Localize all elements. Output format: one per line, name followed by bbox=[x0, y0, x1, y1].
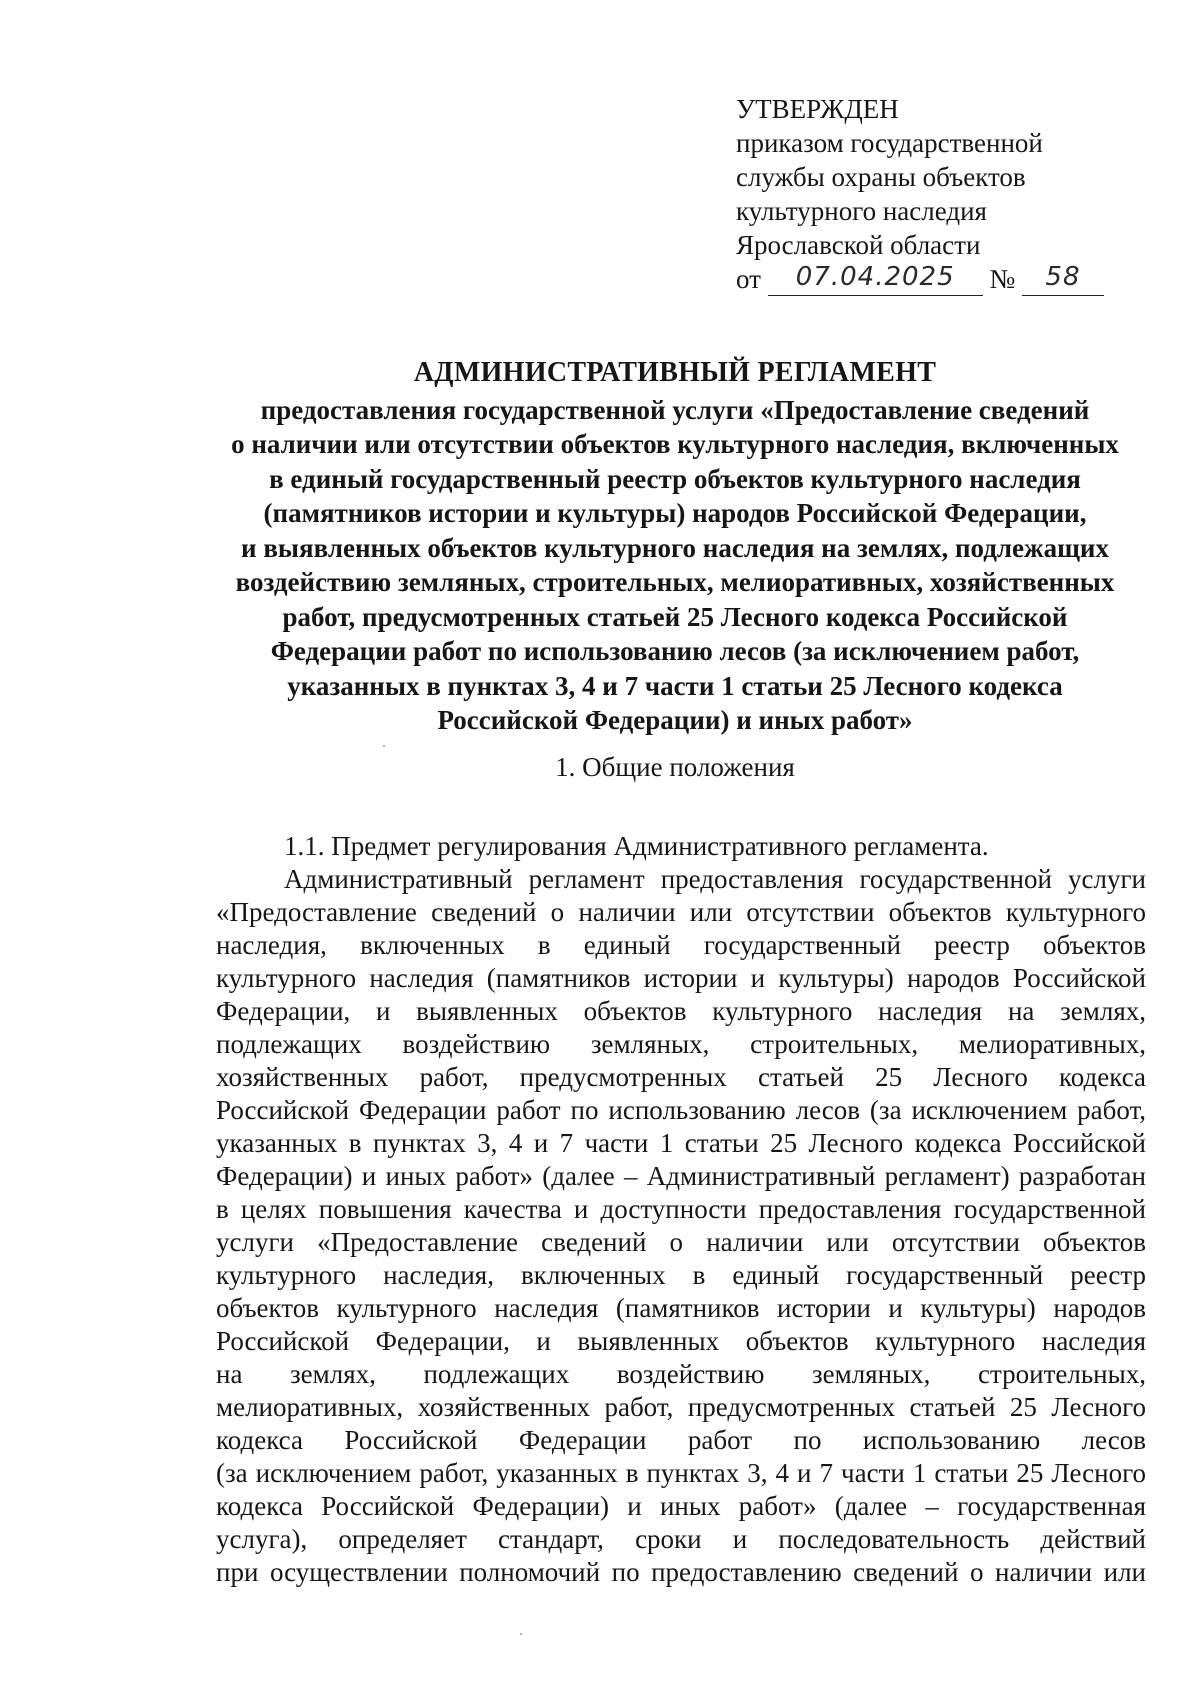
paragraph-line: культурного наследия, включенных в единый государственный реестр bbox=[216, 1260, 1146, 1290]
paragraph-line: 1.1. Предмет регулирования Административного регламента. bbox=[284, 831, 989, 861]
paragraph-line: Российской Федерации, и выявленных объектов культурного наследия bbox=[216, 1326, 1146, 1356]
title-subline: (памятников истории и культуры) народов Российской Федерации, bbox=[263, 498, 1087, 528]
approval-date-line bbox=[736, 262, 1136, 296]
title-subline: Федерации работ по использованию лесов (за исключением работ, bbox=[270, 636, 1080, 666]
title-subline: работ, предусмотренных статьей 25 Лесного кодекса Российской bbox=[282, 601, 1068, 632]
title-subline: Российской Федерации) и иных работ» bbox=[437, 705, 913, 735]
paragraph-line: хозяйственных работ, предусмотренных статьей 25 Лесного кодекса bbox=[216, 1062, 1146, 1092]
approval-line: службы охраны объектов bbox=[736, 162, 1026, 192]
paragraph-line: наследия, включенных в единый государственный реестр объектов bbox=[216, 930, 1146, 960]
paragraph-line: (за исключением работ, указанных в пунктах 3, 4 и 7 части 1 статьи 25 Лесного bbox=[216, 1458, 1146, 1488]
approval-line: Ярославской области bbox=[736, 230, 981, 260]
paragraph-line: кодекса Российской Федерации) и иных работ» (далее – государственная bbox=[216, 1491, 1146, 1521]
paragraph-line: на землях, подлежащих воздействию земляных, строительных, bbox=[216, 1359, 1146, 1389]
paragraph-line: подлежащих воздействию земляных, строительных, мелиоративных, bbox=[216, 1029, 1146, 1059]
handwritten-number: 58 bbox=[1045, 262, 1081, 292]
handwritten-date: 07.04.2025 bbox=[795, 262, 955, 292]
paragraph-line: при осуществлении полномочий по предоставлению сведений о наличии или bbox=[216, 1557, 1146, 1587]
section-heading: 1. Общие положения bbox=[555, 752, 795, 782]
approval-status: УТВЕРЖДЕН bbox=[736, 94, 899, 124]
paragraph-line: «Предоставление сведений о наличии или отсутствии объектов культурного bbox=[216, 897, 1146, 927]
approval-line: приказом государственной bbox=[736, 128, 1043, 158]
approval-line: культурного наследия bbox=[736, 196, 987, 226]
paragraph-line: культурного наследия (памятников истории и культуры) народов Российской bbox=[216, 963, 1146, 993]
paragraph-line: Административный регламент предоставления государственной услуги bbox=[284, 864, 1146, 894]
paragraph-line: мелиоративных, хозяйственных работ, предусмотренных статьей 25 Лесного bbox=[216, 1392, 1146, 1422]
title-subline: о наличии или отсутствии объектов культурного наследия, включенных bbox=[231, 429, 1119, 459]
paragraph-line: Федерации, и выявленных объектов культурного наследия на землях, bbox=[216, 996, 1146, 1026]
number-field bbox=[1022, 262, 1104, 296]
approval-stamp-block bbox=[736, 92, 1136, 296]
scan-speck bbox=[383, 745, 385, 747]
body-paragraphs bbox=[216, 830, 1146, 1589]
paragraph-line: кодекса Российской Федерации работ по использованию лесов bbox=[216, 1425, 1146, 1455]
number-prefix: № bbox=[989, 264, 1016, 294]
paragraph-line: в целях повышения качества и доступности предоставления государственной bbox=[216, 1194, 1146, 1224]
document-title: АДМИНИСТРАТИВНЫЙ РЕГЛАМЕНТ bbox=[413, 357, 937, 388]
paragraph-line: Федерации) и иных работ» (далее – Административный регламент) разработан bbox=[216, 1161, 1146, 1191]
title-subline: указанных в пунктах 3, 4 и 7 части 1 статьи 25 Лесного кодекса bbox=[287, 670, 1063, 701]
paragraph-line: Российской Федерации работ по использованию лесов (за исключением работ, bbox=[216, 1095, 1146, 1125]
paragraph-line: услуга), определяет стандарт, сроки и последовательность действий bbox=[216, 1524, 1146, 1554]
paragraph-line: услуги «Предоставление сведений о наличии или отсутствии объектов bbox=[216, 1227, 1146, 1257]
paragraph-line: указанных в пунктах 3, 4 и 7 части 1 статьи 25 Лесного кодекса Российской bbox=[216, 1128, 1146, 1158]
title-subline: предоставления государственной услуги «Предоставление сведений bbox=[260, 394, 1090, 425]
paragraph-line: объектов культурного наследия (памятников истории и культуры) народов bbox=[216, 1293, 1146, 1323]
date-field bbox=[768, 262, 983, 296]
document-title-block bbox=[150, 356, 1200, 738]
title-subline: воздействию земляных, строительных, мелиоративных, хозяйственных bbox=[235, 567, 1115, 597]
title-subline: в единый государственный реестр объектов культурного наследия bbox=[269, 463, 1081, 494]
title-subline: и выявленных объектов культурного наследия на землях, подлежащих bbox=[241, 532, 1109, 563]
scan-speck bbox=[520, 1633, 522, 1635]
date-prefix: от bbox=[736, 264, 761, 294]
